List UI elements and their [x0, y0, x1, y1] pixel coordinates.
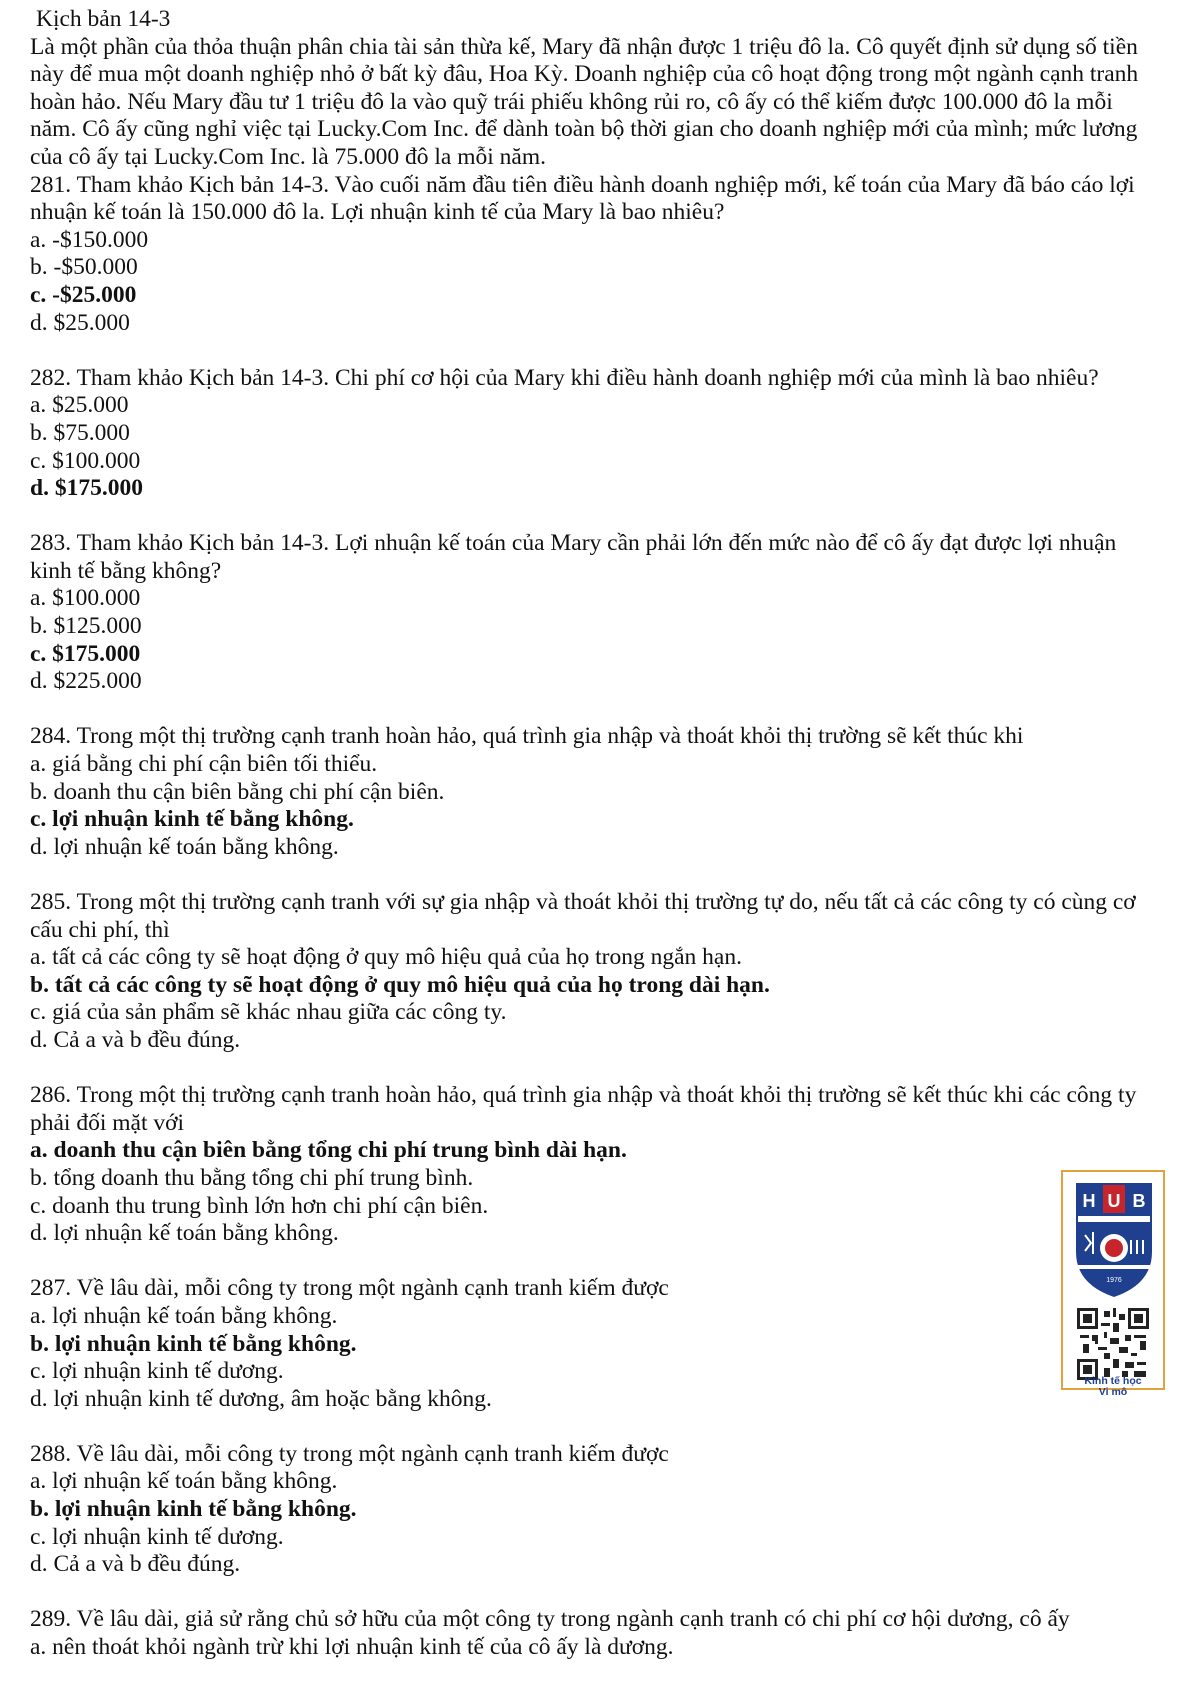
answer-option: c. lợi nhuận kinh tế dương. [30, 1358, 284, 1385]
answer-option: d. lợi nhuận kế toán bằng không. [30, 833, 339, 860]
question-spacer [30, 1579, 1170, 1607]
question-block [30, 530, 1170, 696]
document-body [30, 6, 1170, 1662]
answer-option-correct: b. tất cả các công ty sẽ hoạt động ở quy mô hiệu quả của họ trong dài hạn. [30, 971, 770, 998]
question-block [30, 1441, 1170, 1579]
question-stem-line: phải đối mặt với [30, 1109, 185, 1136]
answer-option: a. -$150.000 [30, 226, 149, 253]
badge-caption-line1: Kinh tế học [1084, 1375, 1142, 1387]
scenario-text-line: hoàn hảo. Nếu Mary đầu tư 1 triệu đô la vào quỹ trái phiếu không rủi ro, cô ấy có thể kiếm được 100.000 đô la mỗi [30, 88, 1113, 115]
scenario-title: Kịch bản 14-3 [36, 6, 171, 32]
logo-letter-b: B [1132, 1191, 1146, 1211]
question-stem-line: cấu chi phí, thì [30, 916, 170, 943]
question-stem-line: 287. Về lâu dài, mỗi công ty trong một ngành cạnh tranh kiếm được [30, 1275, 669, 1302]
question-spacer [30, 503, 1170, 531]
answer-option-correct: d. $175.000 [30, 475, 143, 502]
answer-option-correct: c. -$25.000 [30, 281, 137, 308]
question-spacer [30, 1248, 1170, 1276]
question-spacer [30, 696, 1170, 724]
answer-option: c. $100.000 [30, 447, 141, 474]
answer-option: a. $25.000 [30, 392, 129, 419]
question-block [30, 1606, 1170, 1661]
answer-option-correct: c. $175.000 [30, 640, 141, 667]
answer-option: d. Cả a và b đều đúng. [30, 1026, 241, 1053]
answer-option: c. lợi nhuận kinh tế dương. [30, 1523, 284, 1550]
question-block [30, 889, 1170, 1055]
answer-option: a. lợi nhuận kế toán bằng không. [30, 1302, 338, 1329]
answer-option: c. doanh thu trung bình lớn hơn chi phí cận biên. [30, 1192, 489, 1219]
question-stem-line: nhuận kế toán là 150.000 đô la. Lợi nhuận kinh tế của Mary là bao nhiêu? [30, 199, 725, 226]
question-block [30, 1082, 1170, 1248]
answer-option: d. Cả a và b đều đúng. [30, 1551, 241, 1578]
answer-option: a. giá bằng chi phí cận biên tối thiểu. [30, 751, 378, 778]
answer-option: d. lợi nhuận kinh tế dương, âm hoặc bằng không. [30, 1385, 492, 1412]
question-stem-line: 282. Tham khảo Kịch bản 14-3. Chi phí cơ hội của Mary khi điều hành doanh nghiệp mới của mình là bao nhiêu? [30, 364, 1099, 391]
question-spacer [30, 861, 1170, 889]
question-stem-line: 283. Tham khảo Kịch bản 14-3. Lợi nhuận kế toán của Mary cần phải lớn đến mức nào để cô ấy đạt được lợi nhuận [30, 530, 1117, 557]
scenario-text-line: của cô ấy tại Lucky.Com Inc. là 75.000 đô la mỗi năm. [30, 143, 546, 170]
question-spacer [30, 1413, 1170, 1441]
answer-option: a. $100.000 [30, 585, 141, 612]
scenario-text-line: này để mua một doanh nghiệp nhỏ ở bất kỳ đâu, Hoa Kỳ. Doanh nghiệp của cô hoạt động trong một ngành cạnh tranh [30, 61, 1139, 88]
question-stem-line: 285. Trong một thị trường cạnh tranh với sự gia nhập và thoát khỏi thị trường tự do, nếu tất cả các công ty có cùng cơ [30, 889, 1136, 915]
answer-option: d. lợi nhuận kế toán bằng không. [30, 1220, 339, 1247]
question-block [30, 1275, 1170, 1413]
question-stem-line: 289. Về lâu dài, giả sử rằng chủ sở hữu của một công ty trong ngành cạnh tranh có chi phí cơ hội dương, cô ấy [30, 1606, 1070, 1633]
question-spacer [30, 337, 1170, 365]
answer-option: a. lợi nhuận kế toán bằng không. [30, 1468, 338, 1495]
answer-option: d. $25.000 [30, 309, 130, 336]
answer-option: b. -$50.000 [30, 254, 138, 281]
answer-option-correct: c. lợi nhuận kinh tế bằng không. [30, 806, 354, 833]
question-spacer [30, 1055, 1170, 1083]
answer-option: c. giá của sản phẩm sẽ khác nhau giữa các công ty. [30, 999, 507, 1026]
answer-option: a. tất cả các công ty sẽ hoạt động ở quy mô hiệu quả của họ trong ngắn hạn. [30, 944, 742, 971]
answer-option: a. nên thoát khỏi ngành trừ khi lợi nhuận kinh tế của cô ấy là dương. [30, 1634, 674, 1661]
answer-option-correct: a. doanh thu cận biên bằng tổng chi phí trung bình dài hạn. [30, 1137, 627, 1164]
answer-option: b. doanh thu cận biên bằng chi phí cận biên. [30, 778, 445, 805]
question-block [30, 172, 1170, 338]
scenario-text-line: năm. Cô ấy cũng nghỉ việc tại Lucky.Com Inc. để dành toàn bộ thời gian cho doanh nghiệp mới của mình; mức lương [30, 116, 1138, 143]
answer-option: d. $225.000 [30, 668, 142, 695]
badge-caption-line2: Vi mô [1098, 1386, 1128, 1398]
question-block [30, 723, 1170, 861]
answer-option: b. $75.000 [30, 419, 130, 446]
badge-caption [1063, 1376, 1163, 1398]
logo-letter-h: H [1082, 1191, 1096, 1211]
logo-year: 1976 [1106, 1277, 1122, 1284]
question-stem-line: 286. Trong một thị trường cạnh tranh hoàn hảo, quá trình gia nhập và thoát khỏi thị trường sẽ kết thúc khi các công ty [30, 1082, 1137, 1109]
logo-letter-u: U [1107, 1191, 1121, 1211]
qr-code-icon [1077, 1308, 1149, 1380]
hub-logo [1073, 1180, 1155, 1300]
question-stem-line: 281. Tham khảo Kịch bản 14-3. Vào cuối năm đầu tiên điều hành doanh nghiệp mới, kế toán của Mary đã báo cáo lợi [30, 171, 1135, 198]
scenario-text-line: Là một phần của thỏa thuận phân chia tài sản thừa kế, Mary đã nhận được 1 triệu đô la. Cô quyết định sử dụng số tiền [30, 33, 1138, 60]
question-block [30, 365, 1170, 503]
answer-option: b. $125.000 [30, 613, 142, 640]
answer-option-correct: b. lợi nhuận kinh tế bằng không. [30, 1496, 357, 1523]
answer-option-correct: b. lợi nhuận kinh tế bằng không. [30, 1330, 357, 1357]
question-stem-line: 284. Trong một thị trường cạnh tranh hoàn hảo, quá trình gia nhập và thoát khỏi thị trường sẽ kết thúc khi [30, 723, 1024, 750]
question-stem-line: 288. Về lâu dài, mỗi công ty trong một ngành cạnh tranh kiếm được [30, 1440, 669, 1467]
answer-option: b. tổng doanh thu bằng tổng chi phí trung bình. [30, 1164, 474, 1191]
hub-badge [1061, 1170, 1165, 1398]
question-stem-line: kinh tế bằng không? [30, 557, 222, 584]
